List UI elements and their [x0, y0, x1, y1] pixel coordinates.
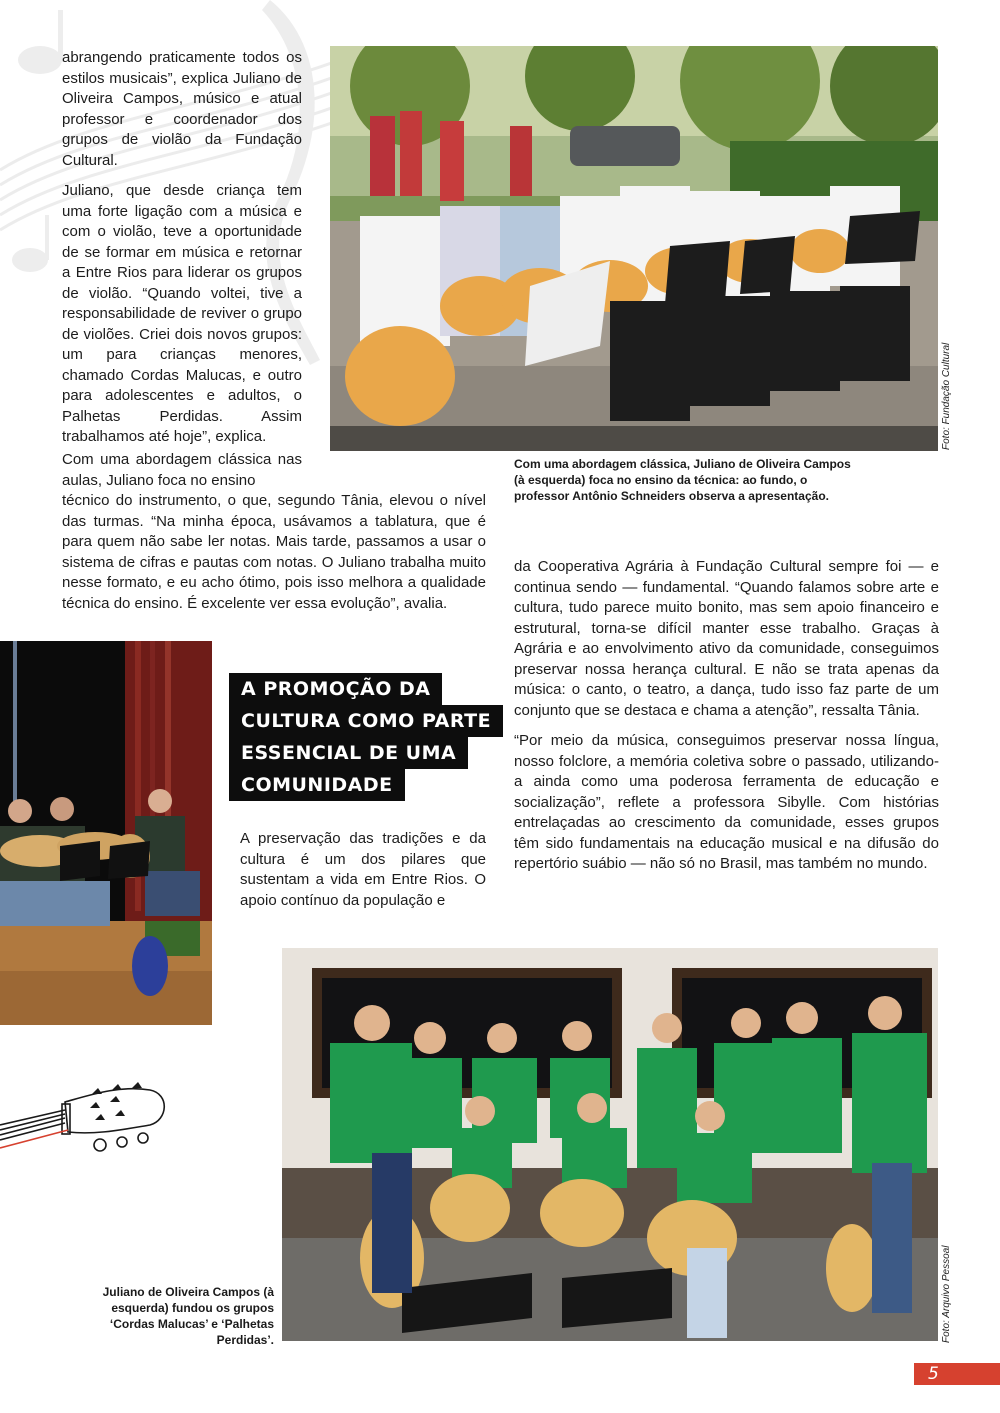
article-paragraph-wide: técnico do instrumento, o que, segundo Tânia, elevou o nível das turmas. “Na minha época, usávamos a tablatura, que é para quem não sabe ler notas. Mais tarde, passamos a usar o sistema de cifras e pautas com notas. O Juliano trabalha muito nesse formato, e eu acho ótimo, pois isso melhora a qualidade técnica do ensino. É excelente ver essa evolução”, avalia.	[62, 492, 486, 612]
article-intro-lines: Com uma abordagem clássica nas aulas, Juliano foca no ensino	[62, 451, 302, 489]
article-column-a	[62, 48, 302, 448]
photo-caption: Com uma abordagem clássica, Juliano de Oliveira Campos (à esquerda) foca no ensino da técnica: ao fundo, o professor Antônio Schneiders observa a apresentação.	[514, 457, 851, 503]
paragraph: Juliano, que desde criança tem uma forte ligação com a música e com o violão, teve a oportunidade de se formar em música e retornar a Entre Rios para liderar os grupos de violão. “Quando voltei, tive a responsabilidade de reviver o grupo de violões. Criei dois novos grupos: um para crianças menores, chamado Cordas Malucas, e outro para adolescentes e adultos, o Palhetas Perdidas. Assim trabalhamos até hoje”, explica.	[62, 182, 302, 445]
paragraph: da Cooperativa Agrária à Fundação Cultural sempre foi — e continua sendo — fundamental. “Quando falamos sobre arte e cultura, tudo parece muito bonito, mas sem apoio financeiro e estrutural, torna-se difícil manter esse trabalho. Graças à Agrária e ao envolvimento ativo da comunidade, conseguimos preservar nossa herança cultural. E não se trata apenas da música: o canto, o teatro, a dança, tudo isso faz parte de um conjunto que se destaca e chama a atenção”, ressalta Tânia.	[514, 558, 939, 719]
heading-line: ESSENCIAL DE UMA	[229, 737, 468, 769]
photo-stage-performance	[0, 641, 212, 1025]
heading-line: COMUNIDADE	[229, 769, 405, 801]
heading-line: CULTURA COMO PARTE	[229, 705, 503, 737]
photo-guitar-group-outdoor	[330, 46, 938, 451]
paragraph: “Por meio da música, conseguimos preservar nossa língua, nosso folclore, a memória coletiva sobre o passado, utilizando-a ainda como uma poderosa ferramenta de educação e socialização”, reflete a professora Sibylle. Com histórias entrelaçadas ao crescimento da comunidade, esses grupos têm sido fundamentais na educação musical e na difusão do repertório suábio — não só no Brasil, mas também no mundo.	[514, 732, 939, 872]
section-heading	[229, 673, 503, 801]
photo-credit: Foto: Fundação Cultural	[941, 342, 952, 450]
article-column-c	[514, 557, 939, 875]
heading-line: A PROMOÇÃO DA	[229, 673, 442, 705]
paragraph: abrangendo praticamente todos os estilos musicais”, explica Juliano de Oliveira Campos, músico e atual professor e coordenador dos grupos de violão da Fundação Cultural.	[62, 49, 302, 169]
photo-guitar-group-green-shirts	[282, 948, 938, 1341]
page-number: 5	[928, 1364, 939, 1384]
guitar-headstock-illustration	[0, 1080, 170, 1152]
photo-credit: Foto: Arquivo Pessoal	[941, 1245, 952, 1343]
photo-caption: Juliano de Oliveira Campos (à esquerda) fundou os grupos ‘Cordas Malucas’ e ‘Palhetas Perdidas’.	[102, 1285, 274, 1347]
section-intro-paragraph: A preservação das tradições e da cultura é um dos pilares que sustentam a vida em Entre Rios. O apoio contínuo da população e	[240, 830, 486, 909]
page-number-tab	[914, 1363, 1000, 1385]
